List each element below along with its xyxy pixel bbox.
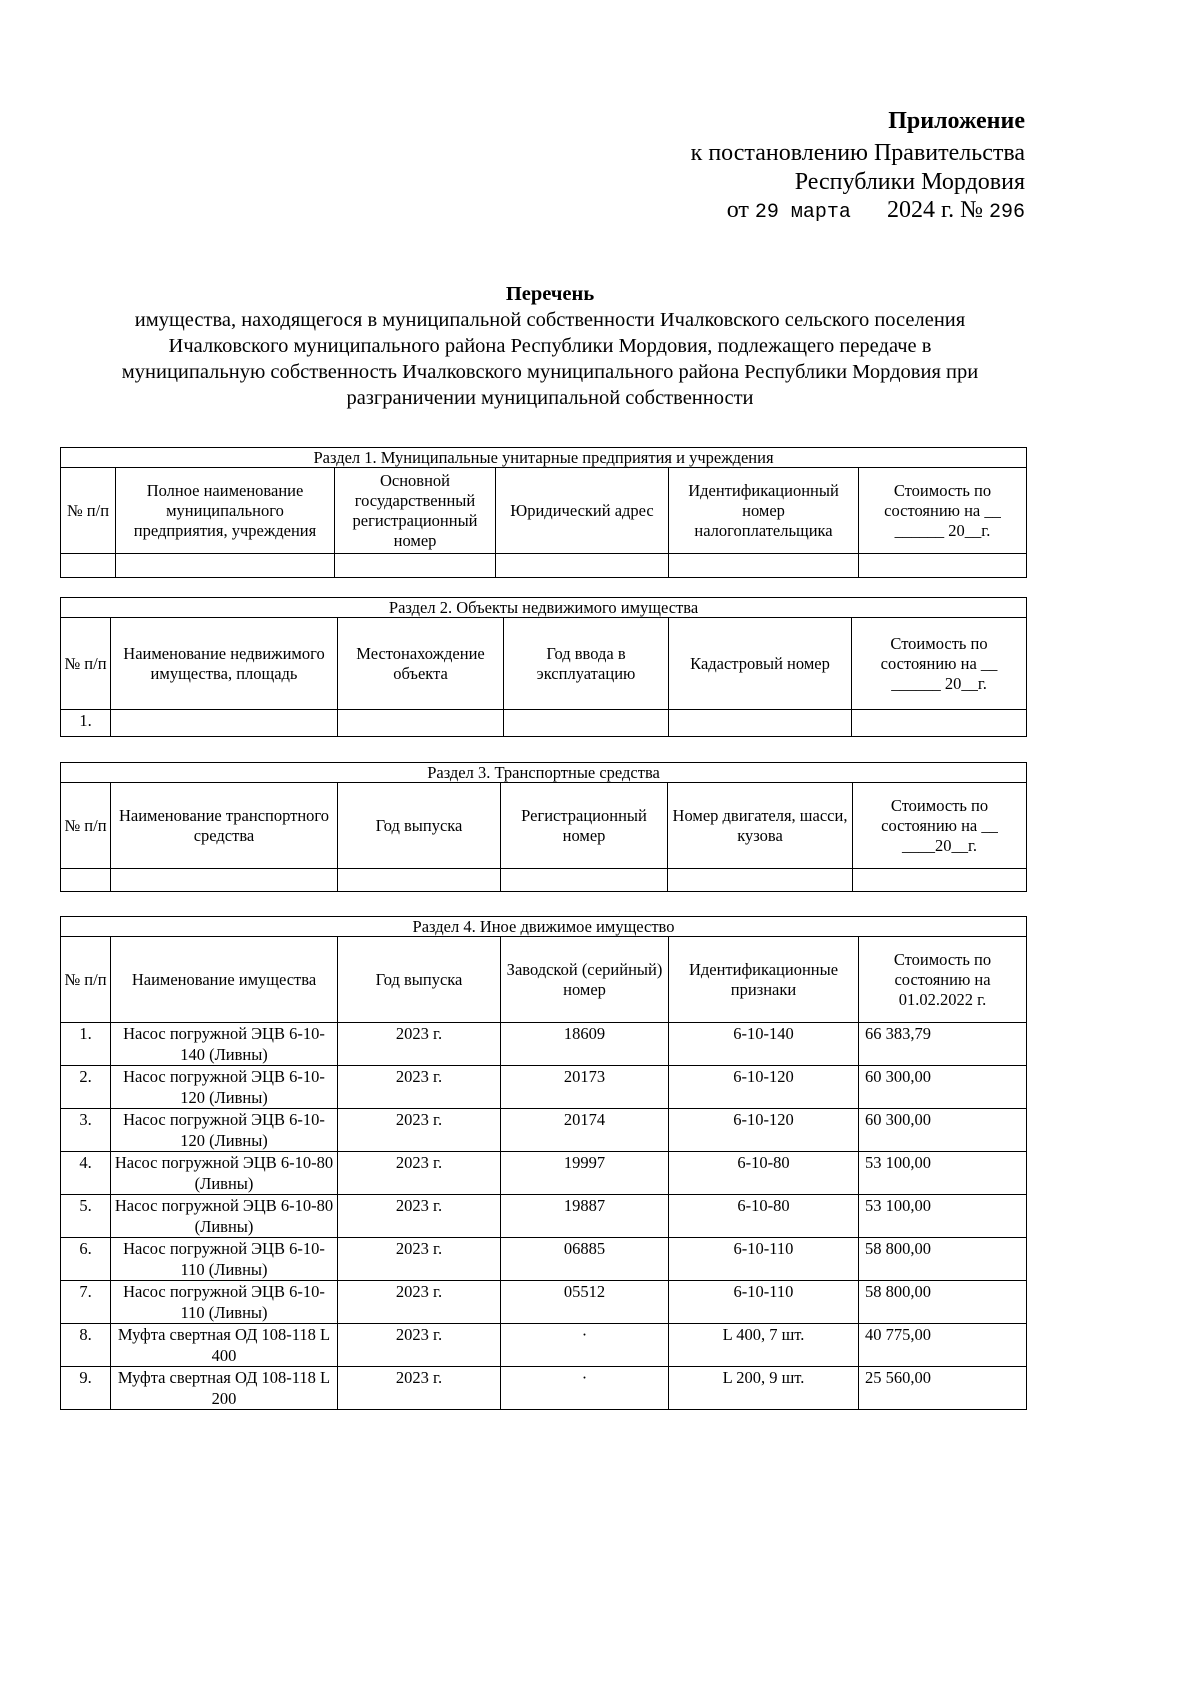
cell-col3: 2023 г. xyxy=(338,1023,501,1066)
cell-cost: 40 775,00 xyxy=(859,1324,1027,1367)
column-header-col5: Идентификационные признаки xyxy=(669,937,859,1023)
cell-name xyxy=(111,710,338,737)
cell-number: 8. xyxy=(61,1324,111,1367)
cell-col3: 2023 г. xyxy=(338,1324,501,1367)
section-caption: Раздел 3. Транспортные средства xyxy=(61,763,1027,783)
cell-name: Муфта свертная ОД 108-118 L 400 xyxy=(111,1324,338,1367)
column-header-col5: Идентификационный номер налогоплательщика xyxy=(669,468,859,554)
section-3-table xyxy=(60,762,1027,892)
column-header-col4: Юридический адрес xyxy=(496,468,669,554)
cell-col4: 05512 xyxy=(501,1281,669,1324)
cell-col5 xyxy=(668,869,853,892)
cell-name: Муфта свертная ОД 108-118 L 200 xyxy=(111,1367,338,1410)
cell-col4: 19887 xyxy=(501,1195,669,1238)
column-header-col3: Основной государственный регистрационный номер xyxy=(335,468,496,554)
cell-col4: 06885 xyxy=(501,1238,669,1281)
cell-col3: 2023 г. xyxy=(338,1152,501,1195)
section-1-table xyxy=(60,447,1027,578)
resolution-line: к постановлению Правительства xyxy=(690,140,1025,166)
from-label: от xyxy=(726,197,749,223)
subtitle-line: разграничении муниципальной собственности xyxy=(346,387,754,409)
column-header-number: № п/п xyxy=(61,783,111,869)
cell-col4: 20174 xyxy=(501,1109,669,1152)
column-header-number: № п/п xyxy=(61,468,116,554)
cell-number xyxy=(61,869,111,892)
resolution-date: 29 марта xyxy=(754,201,851,224)
cell-number: 7. xyxy=(61,1281,111,1324)
cell-number: 2. xyxy=(61,1066,111,1109)
cell-number: 4. xyxy=(61,1152,111,1195)
cell-col5: 6-10-120 xyxy=(669,1109,859,1152)
cell-col4 xyxy=(496,554,669,578)
cell-col5: 6-10-80 xyxy=(669,1152,859,1195)
cell-cost: 53 100,00 xyxy=(859,1195,1027,1238)
subtitle-line: имущества, находящегося в муниципальной собственности Ичалковского сельского поселения xyxy=(134,309,966,331)
table-row xyxy=(61,1367,1027,1410)
cell-col3: 2023 г. xyxy=(338,1238,501,1281)
cell-name: Насос погружной ЭЦВ 6-10-80 (Ливны) xyxy=(111,1152,338,1195)
cell-col5: 6-10-110 xyxy=(669,1238,859,1281)
cell-name: Насос погружной ЭЦВ 6-10-110 (Ливны) xyxy=(111,1238,338,1281)
resolution-date-line xyxy=(727,196,1025,227)
cell-cost: 53 100,00 xyxy=(859,1152,1027,1195)
cell-cost: 66 383,79 xyxy=(859,1023,1027,1066)
cell-col3 xyxy=(338,710,504,737)
cell-col3: 2023 г. xyxy=(338,1367,501,1410)
table-row xyxy=(61,1023,1027,1066)
table-row xyxy=(61,1152,1027,1195)
cell-col4: 18609 xyxy=(501,1023,669,1066)
cell-col4: 19997 xyxy=(501,1152,669,1195)
column-header-col4: Год ввода в эксплуатацию xyxy=(504,618,669,710)
cell-cost xyxy=(852,710,1027,737)
resolution-year: 2024 г. № xyxy=(886,197,983,223)
column-header-name: Полное наименование муниципального предприятия, учреждения xyxy=(116,468,335,554)
cell-col5: 6-10-120 xyxy=(669,1066,859,1109)
cell-col3: 2023 г. xyxy=(338,1066,501,1109)
header-row xyxy=(61,468,1027,554)
cell-col3 xyxy=(335,554,496,578)
column-header-col4: Заводской (серийный) номер xyxy=(501,937,669,1023)
cell-name: Насос погружной ЭЦВ 6-10-110 (Ливны) xyxy=(111,1281,338,1324)
column-header-number: № п/п xyxy=(61,618,111,710)
cell-col4 xyxy=(501,869,668,892)
table-row xyxy=(61,554,1027,578)
cell-number: 5. xyxy=(61,1195,111,1238)
table-row xyxy=(61,710,1027,737)
column-header-name: Наименование транспортного средства xyxy=(111,783,338,869)
table-row xyxy=(61,1109,1027,1152)
cell-number xyxy=(61,554,116,578)
column-header-cost: Стоимость по состоянию на __ ______ 20__г. xyxy=(859,468,1027,554)
column-header-col5: Кадастровый номер xyxy=(669,618,852,710)
section-2-table xyxy=(60,597,1027,737)
cell-number: 6. xyxy=(61,1238,111,1281)
cell-col3: 2023 г. xyxy=(338,1109,501,1152)
column-header-cost: Стоимость по состоянию на 01.02.2022 г. xyxy=(859,937,1027,1023)
subtitle-line: Ичалковского муниципального района Республики Мордовия, подлежащего передаче в xyxy=(168,335,932,357)
cell-col4: · xyxy=(501,1367,669,1410)
column-header-col5: Номер двигателя, шасси, кузова xyxy=(668,783,853,869)
cell-number: 9. xyxy=(61,1367,111,1410)
section-caption: Раздел 4. Иное движимое имущество xyxy=(61,917,1027,937)
cell-number: 3. xyxy=(61,1109,111,1152)
cell-col4: 20173 xyxy=(501,1066,669,1109)
header-row xyxy=(61,937,1027,1023)
header-row xyxy=(61,783,1027,869)
column-header-col4: Регистрационный номер xyxy=(501,783,668,869)
column-header-name: Наименование недвижимого имущества, площадь xyxy=(111,618,338,710)
cell-col3: 2023 г. xyxy=(338,1281,501,1324)
cell-name: Насос погружной ЭЦВ 6-10-120 (Ливны) xyxy=(111,1066,338,1109)
cell-cost xyxy=(859,554,1027,578)
cell-col5: L 200, 9 шт. xyxy=(669,1367,859,1410)
table-row xyxy=(61,869,1027,892)
cell-cost: 58 800,00 xyxy=(859,1281,1027,1324)
table-row xyxy=(61,1324,1027,1367)
cell-name xyxy=(111,869,338,892)
cell-number: 1. xyxy=(61,710,111,737)
cell-name: Насос погружной ЭЦВ 6-10-120 (Ливны) xyxy=(111,1109,338,1152)
republic-line: Республики Мордовия xyxy=(794,169,1025,195)
cell-cost: 60 300,00 xyxy=(859,1109,1027,1152)
column-header-col3: Год выпуска xyxy=(338,937,501,1023)
table-row xyxy=(61,1195,1027,1238)
column-header-cost: Стоимость по состоянию на __ ____20__г. xyxy=(853,783,1027,869)
cell-name: Насос погружной ЭЦВ 6-10-140 (Ливны) xyxy=(111,1023,338,1066)
document-heading: Перечень xyxy=(505,283,595,305)
column-header-number: № п/п xyxy=(61,937,111,1023)
header-row xyxy=(61,618,1027,710)
cell-col4: · xyxy=(501,1324,669,1367)
cell-cost: 58 800,00 xyxy=(859,1238,1027,1281)
document-subtitle xyxy=(60,307,1040,411)
cell-col5 xyxy=(669,554,859,578)
column-header-col3: Год выпуска xyxy=(338,783,501,869)
resolution-number: 296 xyxy=(988,201,1025,224)
cell-cost: 60 300,00 xyxy=(859,1066,1027,1109)
column-header-col3: Местонахождение объекта xyxy=(338,618,504,710)
section-4-table xyxy=(60,916,1027,1410)
cell-col5 xyxy=(669,710,852,737)
cell-col3: 2023 г. xyxy=(338,1195,501,1238)
subtitle-line: муниципальную собственность Ичалковского муниципального района Республики Мордовия при xyxy=(121,361,979,383)
section-caption: Раздел 1. Муниципальные унитарные предприятия и учреждения xyxy=(61,448,1027,468)
cell-col3 xyxy=(338,869,501,892)
cell-name xyxy=(116,554,335,578)
table-row xyxy=(61,1238,1027,1281)
cell-col5: 6-10-80 xyxy=(669,1195,859,1238)
cell-cost: 25 560,00 xyxy=(859,1367,1027,1410)
column-header-cost: Стоимость по состоянию на __ ______ 20__г. xyxy=(852,618,1027,710)
cell-number: 1. xyxy=(61,1023,111,1066)
cell-col4 xyxy=(504,710,669,737)
appendix-label: Приложение xyxy=(888,108,1025,134)
cell-col5: 6-10-110 xyxy=(669,1281,859,1324)
table-row xyxy=(61,1281,1027,1324)
cell-name: Насос погружной ЭЦВ 6-10-80 (Ливны) xyxy=(111,1195,338,1238)
cell-cost xyxy=(853,869,1027,892)
section-caption: Раздел 2. Объекты недвижимого имущества xyxy=(61,598,1027,618)
cell-col5: L 400, 7 шт. xyxy=(669,1324,859,1367)
column-header-name: Наименование имущества xyxy=(111,937,338,1023)
cell-col5: 6-10-140 xyxy=(669,1023,859,1066)
table-row xyxy=(61,1066,1027,1109)
